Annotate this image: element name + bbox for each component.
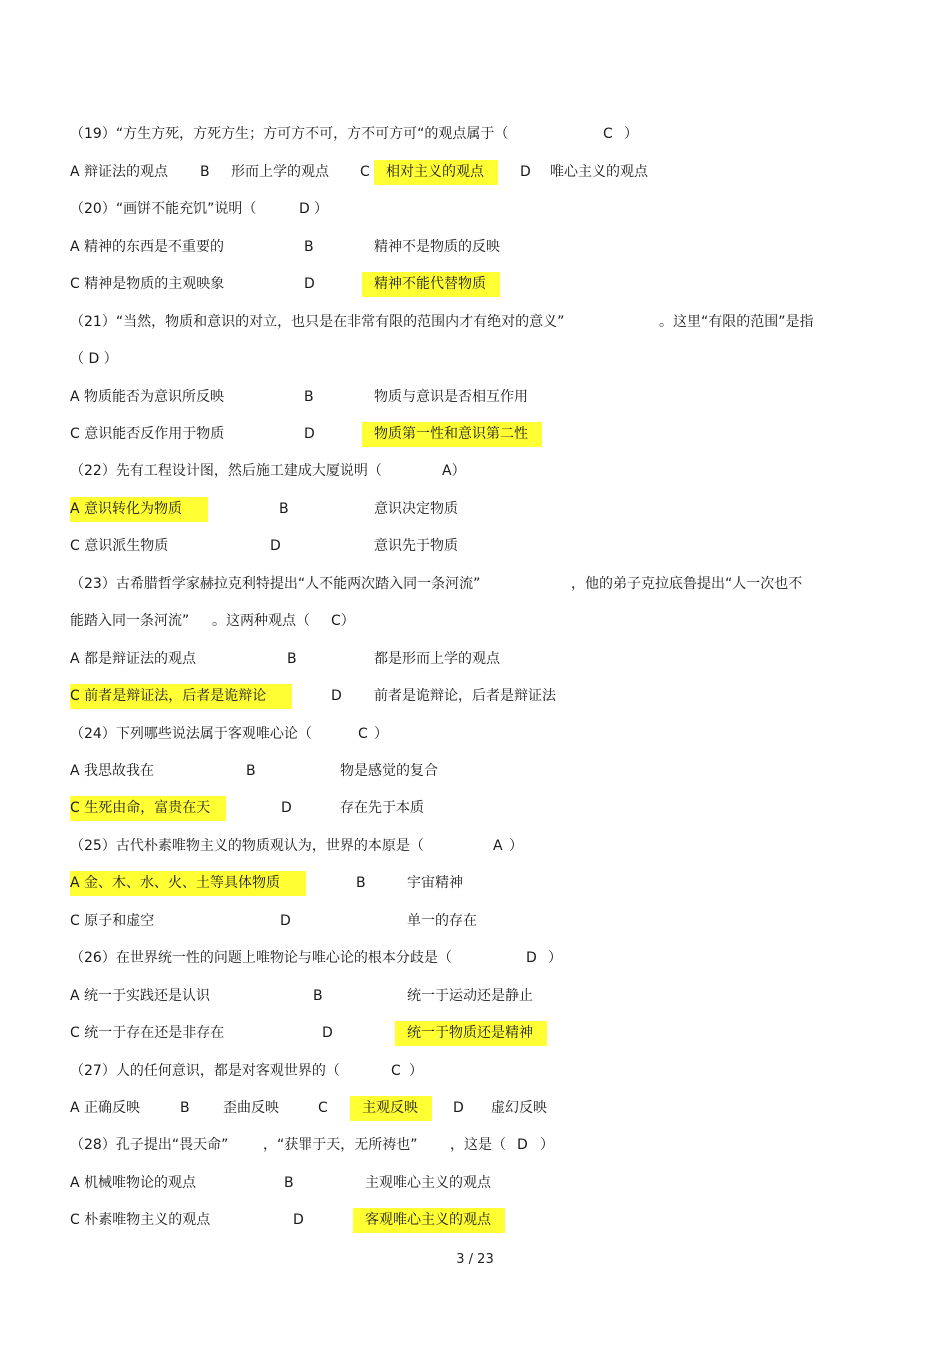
q19-option-b-letter: B [200,164,210,180]
q21-option-d-highlighted: 物质第一性和意识第二性 [362,422,542,447]
q27-option-c-letter: C [318,1100,328,1116]
q23-option-d: 前者是诡辩论，后者是辩证法 [374,688,556,704]
q19-stem: （19）“方生方死，方死方生；方可方不可，方不可方可“的观点属于（ [70,126,509,142]
q21-stem: （21）“当然，物质和意识的对立，也只是在非常有限的范围内才有绝对的意义” [70,314,565,330]
q25-option-a-highlighted: A 金、木、水、火、土等具体物质 [70,871,306,896]
q19-option-a: A 辩证法的观点 [70,164,169,180]
q27-option-a: A 正确反映 [70,1100,141,1116]
q28-stem-end: ，这是（ [450,1137,506,1153]
q27-option-d: 虚幻反映 [491,1100,547,1116]
q24-option-c-highlighted: C 生死由命，富贵在天 [70,796,226,821]
page-number: 3 / 23 [456,1252,494,1267]
q20-stem: （20）“画饼不能充饥”说明（ [70,201,257,217]
q27-answer: C [391,1063,401,1079]
q19-option-d-letter: D [520,164,531,180]
q20-answer: D [299,201,310,217]
q22-answer: A） [442,463,466,479]
q21-option-a: A 物质能否为意识所反映 [70,389,225,405]
q28-option-d-letter: D [293,1212,304,1228]
q25-close: ） [509,838,523,854]
q19-answer: C [603,126,613,142]
q26-stem: （26）在世界统一性的问题上唯物论与唯心论的根本分歧是（ [70,950,452,966]
q26-option-c: C 统一于存在还是非存在 [70,1025,225,1041]
q26-answer: D [526,950,537,966]
q20-option-b-letter: B [304,239,314,255]
q22-option-c: C 意识派生物质 [70,538,169,554]
q26-close: ） [548,950,562,966]
q23-option-a: A 都是辩证法的观点 [70,651,197,667]
q28-option-b: 主观唯心主义的观点 [365,1175,491,1191]
q27-stem: （27）人的任何意识，都是对客观世界的（ [70,1063,340,1079]
q27-close: ） [409,1063,423,1079]
q22-option-b-letter: B [279,501,289,517]
q26-option-d-letter: D [322,1025,333,1041]
q21-stem-continued: 。这里“有限的范围”是指 [659,314,814,330]
q20-option-a: A 精神的东西是不重要的 [70,239,225,255]
q20-option-d-letter: D [304,276,315,292]
q24-stem: （24）下列哪些说法属于客观唯心论（ [70,726,312,742]
q21-option-b-letter: B [304,389,314,405]
q20-option-d-highlighted: 精神不能代替物质 [362,272,500,297]
q27-option-b-letter: B [180,1100,190,1116]
q23-stem-line2: 能踏入同一条河流” [70,613,190,629]
q22-option-b: 意识决定物质 [374,501,458,517]
q22-option-a-highlighted: A 意识转化为物质 [70,497,208,522]
q22-option-d: 意识先于物质 [374,538,458,554]
q24-answer: C [358,726,368,742]
q20-option-b: 精神不是物质的反映 [374,239,500,255]
q24-option-b: 物是感觉的复合 [340,763,438,779]
q28-stem: （28）孔子提出“畏天命” [70,1137,229,1153]
q28-close: ） [540,1137,554,1153]
q24-option-d: 存在先于本质 [340,800,424,816]
q26-option-b-letter: B [313,988,323,1004]
q25-option-d-letter: D [280,913,291,929]
q27-option-c-highlighted: 主观反映 [350,1096,432,1121]
q23-stem: （23）古希腊哲学家赫拉克利特提出“人不能两次踏入同一条河流” [70,576,481,592]
q22-option-d-letter: D [270,538,281,554]
q23-stem-continued: ，他的弟子克拉底鲁提出“人一次也不 [571,576,803,592]
q21-option-d-letter: D [304,426,315,442]
q22-stem: （22）先有工程设计图，然后施工建成大厦说明（ [70,463,382,479]
q26-option-d-highlighted: 统一于物质还是精神 [395,1021,547,1046]
q25-stem: （25）古代朴素唯物主义的物质观认为，世界的本原是（ [70,838,424,854]
q19-close: ） [624,126,638,142]
q23-answer: C） [331,613,355,629]
q25-answer: A [493,838,503,854]
q19-option-b: 形而上学的观点 [231,164,329,180]
q23-option-c-highlighted: C 前者是辩证法，后者是诡辩论 [70,684,292,709]
q24-option-a: A 我思故我在 [70,763,155,779]
q25-option-d: 单一的存在 [407,913,477,929]
q24-option-b-letter: B [246,763,256,779]
q26-option-a: A 统一于实践还是认识 [70,988,211,1004]
q25-option-b: 宇宙精神 [407,875,463,891]
q28-option-b-letter: B [284,1175,294,1191]
q19-option-c-letter: C [360,164,370,180]
q28-option-c: C 朴素唯物主义的观点 [70,1212,211,1228]
q21-answer-line: （ D ） [70,351,118,367]
q19-option-c-highlighted: 相对主义的观点 [374,160,498,185]
q28-option-a: A 机械唯物论的观点 [70,1175,197,1191]
q20-option-c: C 精神是物质的主观映象 [70,276,225,292]
q25-option-b-letter: B [356,875,366,891]
q24-close: ） [374,726,388,742]
q25-option-c: C 原子和虚空 [70,913,155,929]
q20-close: ） [314,201,328,217]
q24-option-d-letter: D [281,800,292,816]
q28-stem-continued: ，“获罪于天，无所祷也” [263,1137,418,1153]
q23-option-b: 都是形而上学的观点 [374,651,500,667]
q19-option-d: 唯心主义的观点 [550,164,648,180]
q27-option-d-letter: D [453,1100,464,1116]
q23-stem-line2-end: 。这两种观点（ [212,613,310,629]
q26-option-b: 统一于运动还是静止 [407,988,533,1004]
q28-option-d-highlighted: 客观唯心主义的观点 [353,1208,505,1233]
q23-option-d-letter: D [331,688,342,704]
q21-option-c: C 意识能否反作用于物质 [70,426,225,442]
q27-option-b: 歪曲反映 [223,1100,279,1116]
q23-option-b-letter: B [287,651,297,667]
q21-option-b: 物质与意识是否相互作用 [374,389,528,405]
q28-answer: D [517,1137,528,1153]
